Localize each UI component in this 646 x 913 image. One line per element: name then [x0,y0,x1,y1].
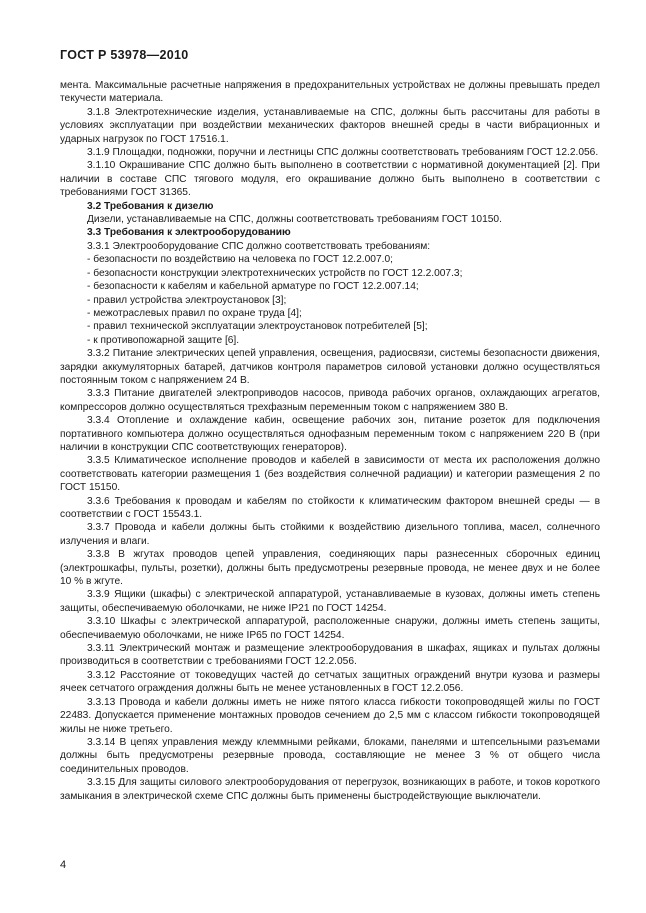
paragraph: 3.3.3 Питание двигателей электроприводов насосов, привода рабочих органов, охлаждающих агрегатов, компрессоров должно осуществляться трехфазным переменным током с напряжением 380 В. [60,388,600,413]
paragraph: - правил технической эксплуатации электроустановок потребителей [5]; [87,321,428,333]
paragraph: 3.3.6 Требования к проводам и кабелям по стойкости к климатическим фактором внешней среды — в соответствии с ГОСТ 15543.1. [60,495,600,520]
paragraph: 3.3.7 Провода и кабели должны быть стойкими к воздействию дизельного топлива, масел, солнечного излучения и влаги. [60,522,600,547]
paragraph: 3.3.1 Электрооборудование СПС должно соответствовать требованиям: [87,240,431,252]
paragraph: 3.1.10 Окрашивание СПС должно быть выполнено в соответствии с нормативной документацией [2]. При наличии в составе СПС тягового модуля, его окрашивание должно быть выполнено в соответствии с требованиями ГОСТ 31365. [60,160,600,199]
paragraph: 3.3.8 В жгутах проводов цепей управления, соединяющих пары разнесенных сборочных единиц (электрошкафы, пульты, розетки), должны быть предусмотрены резервные провода, не менее двух и не более 10 % в жгуте. [60,549,600,588]
paragraph: - безопасности к кабелям и кабельной арматуре по ГОСТ 12.2.007.14; [87,281,419,293]
section-heading: 3.3 Требования к электрооборудованию [87,227,291,239]
paragraph: 3.3.5 Климатическое исполнение проводов и кабелей в зависимости от места их расположения должно соответствовать категории размещения 1 (без воздействия солнечной радиации) и категории размещения 2 по ГОСТ 15150. [60,455,600,494]
paragraph: 3.3.14 В цепях управления между клеммными рейками, блоками, панелями и штепсельными разъемами должны быть предусмотрены резервные провода, составляющие не менее 3 % от общего числа соединительных проводов. [60,736,600,775]
document-body [60,79,600,803]
paragraph: мента. Максимальные расчетные напряжения в предохранительных устройствах не должны превышать предел текучести материала. [60,80,600,105]
paragraph: 3.3.15 Для защиты силового электрооборудования от перегрузок, возникающих в работе, и токов короткого замыкания в электрической схеме СПС должны быть применены быстродействующие выключатели. [60,777,600,802]
paragraph: - безопасности конструкции электротехнических устройств по ГОСТ 12.2.007.3; [87,267,463,279]
paragraph: 3.3.13 Провода и кабели должны иметь не ниже пятого класса гибкости токопроводящей жилы по ГОСТ 22483. Допускается применение монтажных проводов сечением до 2,5 мм с классом гибкости токопроводящей жилы не ниже третьего. [60,696,600,735]
paragraph: - правил устройства электроустановок [3]; [87,294,287,306]
paragraph: 3.3.2 Питание электрических цепей управления, освещения, радиосвязи, системы безопасности движения, зарядки аккумуляторных батарей, датчиков контроля параметров силовой установки должно осуществляться постоянным током с напряжением 24 В. [60,348,600,386]
paragraph: - межотраслевых правил по охране труда [4]; [87,307,302,319]
page-number: 4 [60,859,67,871]
section-heading: 3.2 Требования к дизелю [87,200,214,212]
paragraph: 3.1.8 Электротехнические изделия, устанавливаемые на СПС, должны быть рассчитаны для работы в условиях эксплуатации при воздействии механических факторов внешней среды в части вибрационных и ударных нагрузок по ГОСТ 17516.1. [60,106,600,145]
document-header: ГОСТ Р 53978—2010 [60,48,189,62]
paragraph: 3.1.9 Площадки, подножки, поручни и лестницы СПС должны соответствовать требованиям ГОСТ 12.2.056. [87,147,599,159]
paragraph: 3.3.11 Электрический монтаж и размещение электрооборудования в шкафах, ящиках и пультах должны производиться в соответствии с требованиями ГОСТ 12.2.056. [60,643,600,668]
paragraph: Дизели, устанавливаемые на СПС, должны соответствовать требованиям ГОСТ 10150. [87,214,502,226]
paragraph: 3.3.10 Шкафы с электрической аппаратурой, расположенные снаружи, должны иметь степень защиты, обеспечиваемую оболочками, не ниже IP65 по ГОСТ 14254. [60,616,600,641]
paragraph: 3.3.9 Ящики (шкафы) с электрической аппаратурой, устанавливаемые в кузовах, должны иметь степень защиты, обеспечиваемую оболочками, не ниже IP21 по ГОСТ 14254. [60,589,600,614]
paragraph: 3.3.4 Отопление и охлаждение кабин, освещение рабочих зон, питание розеток для подключения портативного компьютера должно осуществляться однофазным переменным током с напряжением 220 В (при наличии в конструкции СПС соответствующих генераторов). [60,415,600,453]
paragraph: - к противопожарной защите [6]. [87,334,240,346]
paragraph: - безопасности по воздействию на человека по ГОСТ 12.2.007.0; [87,254,393,266]
paragraph: 3.3.12 Расстояние от токоведущих частей до сетчатых защитных ограждений внутри кузова и размеры ячеек сетчатого ограждения должны быть не менее установленных в ГОСТ 12.2.056. [60,669,600,695]
